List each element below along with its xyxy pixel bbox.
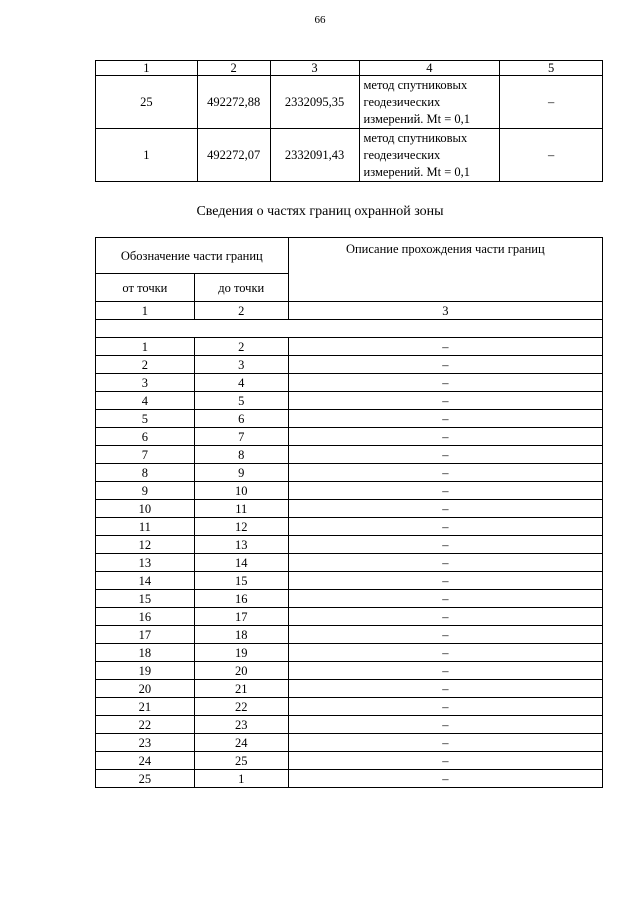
- table-row: [96, 356, 603, 374]
- description-cell: –: [288, 752, 602, 770]
- page-number: 66: [314, 14, 326, 26]
- table-row: [96, 572, 603, 590]
- to-point-cell: 1: [194, 770, 288, 788]
- table-row: [96, 536, 603, 554]
- from-point-cell: 3: [96, 374, 195, 392]
- parts-body: [96, 338, 603, 788]
- table-row: [96, 446, 603, 464]
- description-cell: –: [288, 590, 602, 608]
- to-point-cell: 2: [194, 338, 288, 356]
- to-point-cell: 13: [194, 536, 288, 554]
- description-cell: –: [288, 536, 602, 554]
- from-point-cell: 9: [96, 482, 195, 500]
- method-line: геодезических: [363, 94, 441, 109]
- method-line: измерений. Mt = 0,1: [363, 111, 471, 126]
- from-point-cell: 17: [96, 626, 195, 644]
- designation-header: Обозначение части границ: [96, 238, 289, 274]
- table-row: [96, 554, 603, 572]
- description-cell: –: [288, 644, 602, 662]
- description-cell: –: [288, 428, 602, 446]
- table-row: [96, 734, 603, 752]
- column-number: 1: [96, 61, 198, 76]
- table-row: [96, 662, 603, 680]
- to-point-cell: 18: [194, 626, 288, 644]
- to-point-cell: 22: [194, 698, 288, 716]
- description-cell: –: [288, 626, 602, 644]
- column-number: 4: [359, 61, 500, 76]
- coordinate-y: 2332095,35: [270, 76, 359, 129]
- table-row: [96, 410, 603, 428]
- from-point-header: от точки: [96, 274, 195, 302]
- point-number: 1: [96, 129, 198, 182]
- from-point-cell: 22: [96, 716, 195, 734]
- column-number: 2: [194, 302, 288, 320]
- table-row: [96, 129, 603, 182]
- from-point-cell: 14: [96, 572, 195, 590]
- section-title: Сведения о частях границ охранной зоны: [196, 204, 444, 219]
- from-point-cell: 19: [96, 662, 195, 680]
- from-point-cell: 5: [96, 410, 195, 428]
- to-point-cell: 5: [194, 392, 288, 410]
- from-point-cell: 20: [96, 680, 195, 698]
- from-point-cell: 6: [96, 428, 195, 446]
- column-number: 3: [270, 61, 359, 76]
- to-point-cell: 6: [194, 410, 288, 428]
- description-cell: –: [288, 464, 602, 482]
- method-description: [359, 76, 500, 129]
- method-description: [359, 129, 500, 182]
- column-number: 3: [288, 302, 602, 320]
- description-header: Описание прохождения части границ: [288, 238, 602, 302]
- column-numbers-row: [96, 302, 603, 320]
- table-row: [96, 626, 603, 644]
- to-point-cell: 15: [194, 572, 288, 590]
- to-point-cell: 14: [194, 554, 288, 572]
- note-cell: –: [500, 76, 603, 129]
- to-point-cell: 3: [194, 356, 288, 374]
- method-line: метод спутниковых: [363, 130, 468, 145]
- to-point-cell: 12: [194, 518, 288, 536]
- coordinate-y: 2332091,43: [270, 129, 359, 182]
- to-point-header: до точки: [194, 274, 288, 302]
- note-cell: –: [500, 129, 603, 182]
- from-point-cell: 2: [96, 356, 195, 374]
- from-point-cell: 10: [96, 500, 195, 518]
- table-row: [96, 590, 603, 608]
- description-cell: –: [288, 662, 602, 680]
- description-cell: –: [288, 500, 602, 518]
- parts-header-row: [96, 238, 603, 274]
- coordinates-table: [95, 60, 603, 182]
- from-point-cell: 23: [96, 734, 195, 752]
- to-point-cell: 20: [194, 662, 288, 680]
- to-point-cell: 25: [194, 752, 288, 770]
- description-cell: –: [288, 410, 602, 428]
- table-row: [96, 698, 603, 716]
- description-cell: –: [288, 356, 602, 374]
- blank-row: [96, 320, 603, 338]
- coordinate-x: 492272,07: [197, 129, 270, 182]
- table-row: [96, 392, 603, 410]
- table-row: [96, 428, 603, 446]
- method-line: измерений. Mt = 0,1: [363, 164, 471, 179]
- from-point-cell: 4: [96, 392, 195, 410]
- description-cell: –: [288, 554, 602, 572]
- method-line: геодезических: [363, 147, 441, 162]
- description-cell: –: [288, 446, 602, 464]
- to-point-cell: 24: [194, 734, 288, 752]
- description-cell: –: [288, 716, 602, 734]
- to-point-cell: 23: [194, 716, 288, 734]
- table-row: [96, 608, 603, 626]
- method-line: метод спутниковых: [363, 77, 468, 92]
- to-point-cell: 16: [194, 590, 288, 608]
- table-row: [96, 752, 603, 770]
- to-point-cell: 4: [194, 374, 288, 392]
- description-cell: –: [288, 572, 602, 590]
- from-point-cell: 11: [96, 518, 195, 536]
- from-point-cell: 16: [96, 608, 195, 626]
- to-point-cell: 10: [194, 482, 288, 500]
- table-row: [96, 680, 603, 698]
- description-cell: –: [288, 734, 602, 752]
- table-row: [96, 374, 603, 392]
- description-cell: –: [288, 374, 602, 392]
- from-point-cell: 15: [96, 590, 195, 608]
- from-point-cell: 7: [96, 446, 195, 464]
- to-point-cell: 7: [194, 428, 288, 446]
- from-point-cell: 13: [96, 554, 195, 572]
- point-number: 25: [96, 76, 198, 129]
- table-row: [96, 644, 603, 662]
- table-row: [96, 76, 603, 129]
- coordinates-header-row: [96, 61, 603, 76]
- from-point-cell: 21: [96, 698, 195, 716]
- description-cell: –: [288, 482, 602, 500]
- table-row: [96, 482, 603, 500]
- table-row: [96, 770, 603, 788]
- table-row: [96, 464, 603, 482]
- from-point-cell: 12: [96, 536, 195, 554]
- from-point-cell: 1: [96, 338, 195, 356]
- description-cell: –: [288, 392, 602, 410]
- table-row: [96, 518, 603, 536]
- table-row: [96, 716, 603, 734]
- from-point-cell: 25: [96, 770, 195, 788]
- description-cell: –: [288, 698, 602, 716]
- to-point-cell: 21: [194, 680, 288, 698]
- table-row: [96, 500, 603, 518]
- to-point-cell: 11: [194, 500, 288, 518]
- column-number: 2: [197, 61, 270, 76]
- description-cell: –: [288, 518, 602, 536]
- from-point-cell: 8: [96, 464, 195, 482]
- coordinate-x: 492272,88: [197, 76, 270, 129]
- from-point-cell: 24: [96, 752, 195, 770]
- description-cell: –: [288, 608, 602, 626]
- to-point-cell: 19: [194, 644, 288, 662]
- to-point-cell: 9: [194, 464, 288, 482]
- description-cell: –: [288, 680, 602, 698]
- from-point-cell: 18: [96, 644, 195, 662]
- table-row: [96, 338, 603, 356]
- to-point-cell: 17: [194, 608, 288, 626]
- column-number: 1: [96, 302, 195, 320]
- description-cell: –: [288, 338, 602, 356]
- boundary-parts-table: [95, 237, 603, 788]
- to-point-cell: 8: [194, 446, 288, 464]
- description-cell: –: [288, 770, 602, 788]
- blank-cell: [96, 320, 603, 338]
- column-number: 5: [500, 61, 603, 76]
